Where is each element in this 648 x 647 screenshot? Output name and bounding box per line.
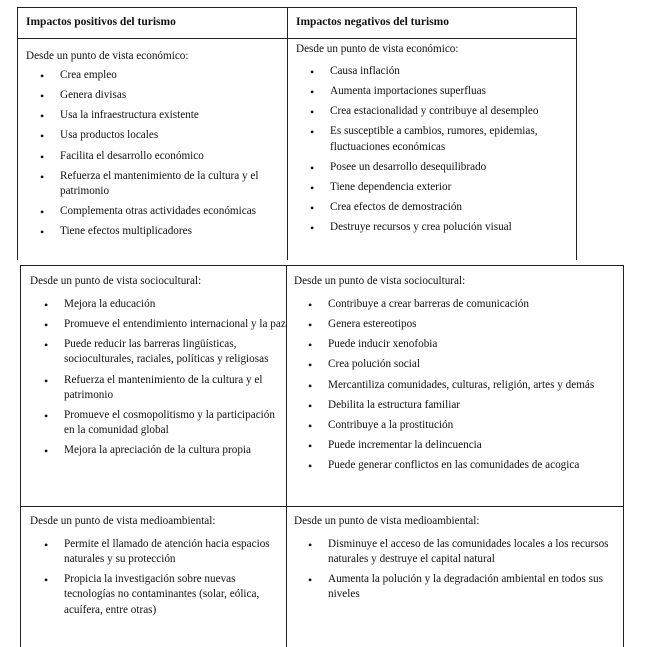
environmental-negative-list	[294, 537, 620, 602]
table-top-divider	[287, 7, 288, 260]
list-item: • Causa inflación	[296, 64, 574, 79]
environmental-negative-cell	[294, 514, 620, 605]
list-item: • Crea polución social	[294, 357, 620, 372]
list-item: • Genera divisas	[26, 88, 284, 103]
list-item: • Aumenta la polución y la degradación ambiental en todos sus niveles	[294, 572, 620, 602]
list-item: • Refuerza el mantenimiento de la cultura y el patrimonio	[30, 373, 286, 403]
list-item: • Genera estereotipos	[294, 317, 620, 332]
list-item: • Mejora la educación	[30, 297, 286, 312]
list-item: • Destruye recursos y crea polución visual	[296, 220, 574, 235]
economic-negative-cell	[296, 42, 574, 237]
list-item: • Propicia la investigación sobre nuevas tecnologías no contaminantes (solar, eólica, acuífera, entre otras)	[30, 572, 284, 617]
sociocultural-positive-cell	[30, 274, 286, 460]
list-item: • Es susceptible a cambios, rumores, epidemias, fluctuaciones económicas	[296, 124, 574, 154]
list-item: • Puede reducir las barreras lingüísticas, socioculturales, raciales, políticas y religiosas	[30, 337, 286, 367]
list-item: • Usa productos locales	[26, 128, 284, 143]
environmental-positive-cell	[30, 514, 284, 620]
list-item: • Contribuye a la prostitución	[294, 418, 620, 433]
sociocultural-positive-intro: Desde un punto de vista sociocultural:	[30, 275, 202, 287]
economic-negative-intro: Desde un punto de vista económico:	[296, 43, 459, 55]
sociocultural-negative-intro: Desde un punto de vista sociocultural:	[294, 275, 466, 287]
sociocultural-positive-list	[30, 297, 286, 458]
list-item: • Facilita el desarrollo económico	[26, 149, 284, 164]
list-item: • Promueve el cosmopolitismo y la participación en la comunidad global	[30, 408, 286, 438]
list-item: • Tiene dependencia exterior	[296, 180, 574, 195]
list-item: • Disminuye el acceso de las comunidades locales a los recursos naturales y destruye el capital natural	[294, 537, 620, 567]
list-item: • Promueve el entendimiento internacional y la paz	[30, 317, 286, 332]
list-item: • Refuerza el mantenimiento de la cultura y el patrimonio	[26, 169, 284, 199]
list-item: • Tiene efectos multiplicadores	[26, 224, 284, 239]
row-divider	[20, 506, 624, 507]
list-item: • Aumenta importaciones superfluas	[296, 84, 574, 99]
list-item: • Puede generar conflictos en las comunidades de acogica	[294, 458, 620, 473]
table-bottom-divider	[286, 265, 287, 647]
list-item: • Puede inducir xenofobia	[294, 337, 620, 352]
list-item: • Crea estacionalidad y contribuye al desempleo	[296, 104, 574, 119]
header-positive: Impactos positivos del turismo	[26, 16, 176, 28]
list-item: • Mercantiliza comunidades, culturas, religión, artes y demás	[294, 378, 620, 393]
list-item: • Debilita la estructura familiar	[294, 398, 620, 413]
list-item: • Contribuye a crear barreras de comunicación	[294, 297, 620, 312]
list-item: • Complementa otras actividades económicas	[26, 204, 284, 219]
sociocultural-negative-list	[294, 297, 620, 473]
environmental-negative-intro: Desde un punto de vista medioambiental:	[294, 515, 480, 527]
economic-positive-cell	[26, 49, 284, 241]
list-item: • Crea efectos de demostración	[296, 200, 574, 215]
list-item: • Puede incrementar la delincuencia	[294, 438, 620, 453]
economic-negative-list	[296, 64, 574, 235]
economic-positive-intro: Desde un punto de vista económico:	[26, 50, 189, 62]
environmental-positive-intro: Desde un punto de vista medioambiental:	[30, 515, 216, 527]
list-item: • Permite el llamado de atención hacia espacios naturales y su protección	[30, 537, 284, 567]
environmental-positive-list	[30, 537, 284, 618]
economic-positive-list	[26, 68, 284, 239]
header-underline	[17, 38, 577, 39]
list-item: • Mejora la apreciación de la cultura propia	[30, 443, 286, 458]
list-item: • Usa la infraestructura existente	[26, 108, 284, 123]
list-item: • Posee un desarrollo desequilibrado	[296, 160, 574, 175]
header-negative: Impactos negativos del turismo	[296, 16, 450, 28]
sociocultural-negative-cell	[294, 274, 620, 475]
list-item: • Crea empleo	[26, 68, 284, 83]
